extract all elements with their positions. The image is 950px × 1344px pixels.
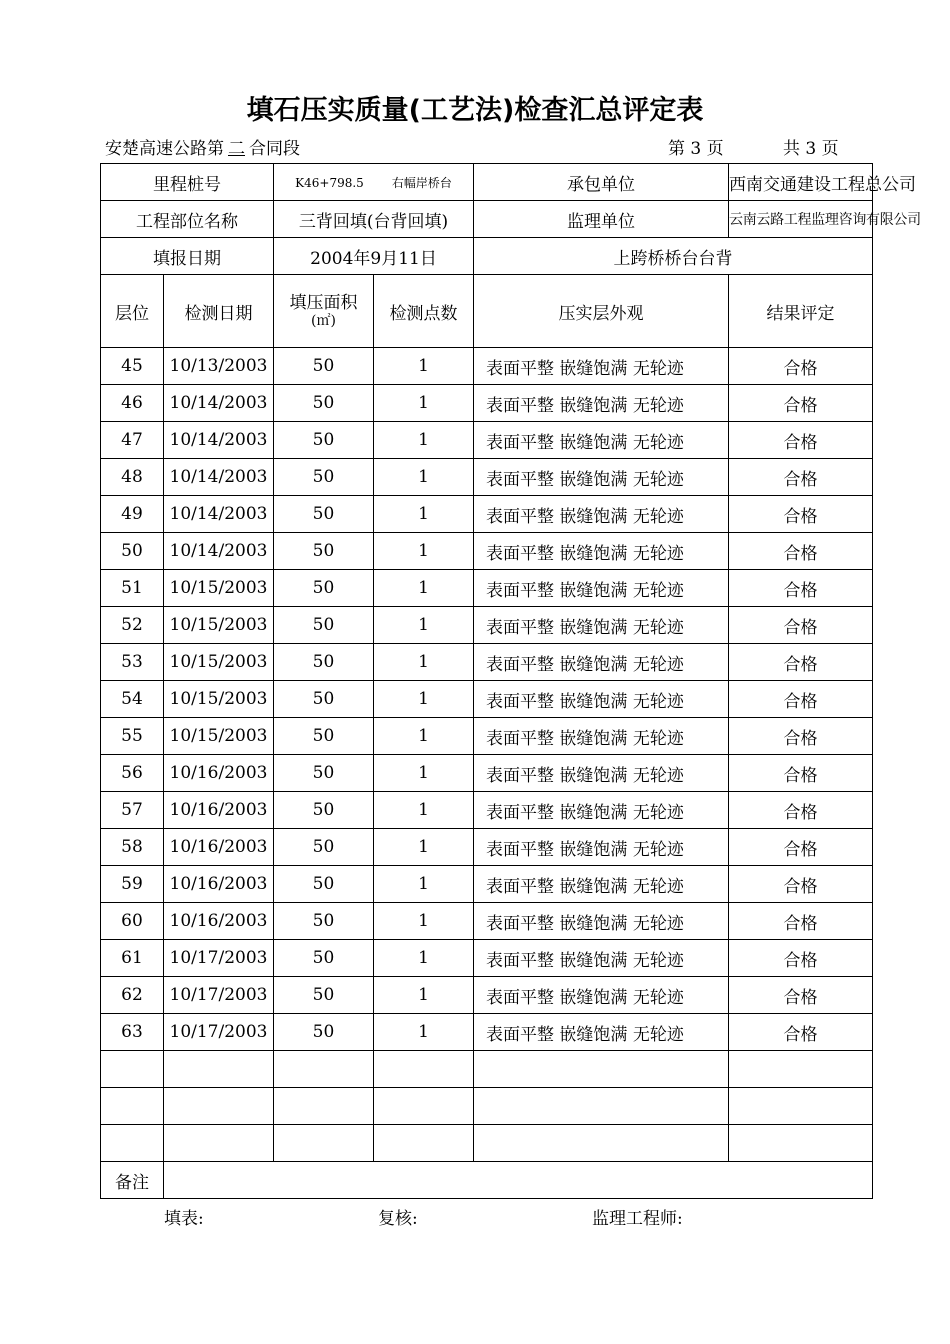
cell-date: 10/16/2003 [164, 903, 274, 940]
contract-section-line [105, 134, 300, 159]
cell-points: 1 [374, 533, 474, 570]
cell-area: 50 [274, 385, 374, 422]
cell-result: 合格 [729, 644, 873, 681]
cell-result: 合格 [729, 496, 873, 533]
table-row [101, 866, 873, 903]
cell-date: 10/13/2003 [164, 348, 274, 385]
station-number: K46+798.5 [295, 175, 364, 190]
empty-cell [101, 1125, 164, 1162]
cell-result: 合格 [729, 755, 873, 792]
cell-points: 1 [374, 940, 474, 977]
cell-layer: 48 [101, 459, 164, 496]
cell-result: 合格 [729, 792, 873, 829]
cell-result: 合格 [729, 607, 873, 644]
cell-layer: 56 [101, 755, 164, 792]
col-result: 结果评定 [729, 275, 873, 348]
cell-appearance: 表面平整 嵌缝饱满 无轮迹 [474, 940, 729, 977]
station-label: 里程桩号 [101, 164, 274, 201]
cell-appearance: 表面平整 嵌缝饱满 无轮迹 [474, 496, 729, 533]
table-row [101, 570, 873, 607]
info-row-station [101, 164, 873, 201]
cell-area: 50 [274, 903, 374, 940]
cell-result: 合格 [729, 940, 873, 977]
station-value [274, 164, 474, 201]
cell-points: 1 [374, 607, 474, 644]
cell-date: 10/16/2003 [164, 792, 274, 829]
cell-points: 1 [374, 718, 474, 755]
cell-date: 10/14/2003 [164, 459, 274, 496]
cell-area: 50 [274, 1014, 374, 1051]
cell-date: 10/15/2003 [164, 681, 274, 718]
cell-date: 10/15/2003 [164, 718, 274, 755]
cell-date: 10/15/2003 [164, 607, 274, 644]
engineer-label: 监理工程师: [592, 1209, 683, 1229]
table-row [101, 607, 873, 644]
cell-layer: 50 [101, 533, 164, 570]
table-row [101, 903, 873, 940]
cell-layer: 53 [101, 644, 164, 681]
cell-area: 50 [274, 718, 374, 755]
cell-layer: 59 [101, 866, 164, 903]
page-number: 第 3 页 [668, 139, 724, 159]
cell-result: 合格 [729, 829, 873, 866]
cell-layer: 55 [101, 718, 164, 755]
cell-date: 10/14/2003 [164, 533, 274, 570]
cell-layer: 54 [101, 681, 164, 718]
cell-appearance: 表面平整 嵌缝饱满 无轮迹 [474, 607, 729, 644]
empty-cell [374, 1088, 474, 1125]
cell-date: 10/16/2003 [164, 755, 274, 792]
cell-appearance: 表面平整 嵌缝饱满 无轮迹 [474, 422, 729, 459]
cell-area: 50 [274, 755, 374, 792]
col-area-unit: (㎡) [311, 313, 336, 329]
table-row [101, 829, 873, 866]
table-row [101, 385, 873, 422]
col-date: 检测日期 [164, 275, 274, 348]
table-row [101, 681, 873, 718]
cell-area: 50 [274, 348, 374, 385]
empty-cell [274, 1125, 374, 1162]
table-row [101, 496, 873, 533]
cell-result: 合格 [729, 903, 873, 940]
table-row [101, 644, 873, 681]
cell-date: 10/17/2003 [164, 977, 274, 1014]
col-appearance: 压实层外观 [474, 275, 729, 348]
cell-result: 合格 [729, 422, 873, 459]
cell-layer: 63 [101, 1014, 164, 1051]
supervisor-label: 监理单位 [474, 201, 729, 238]
empty-cell [164, 1051, 274, 1088]
table-row [101, 755, 873, 792]
cell-result: 合格 [729, 348, 873, 385]
empty-cell [729, 1051, 873, 1088]
location-value: 上跨桥桥台台背 [474, 238, 873, 275]
cell-area: 50 [274, 422, 374, 459]
empty-cell [729, 1088, 873, 1125]
cell-points: 1 [374, 1014, 474, 1051]
cell-appearance: 表面平整 嵌缝饱满 无轮迹 [474, 1014, 729, 1051]
table-row [101, 422, 873, 459]
empty-row [101, 1125, 873, 1162]
empty-cell [474, 1051, 729, 1088]
cell-appearance: 表面平整 嵌缝饱满 无轮迹 [474, 903, 729, 940]
date-label: 填报日期 [101, 238, 274, 275]
col-area [274, 275, 374, 348]
station-side: 右幅岸桥台 [391, 175, 452, 190]
empty-cell [374, 1051, 474, 1088]
cell-layer: 49 [101, 496, 164, 533]
cell-points: 1 [374, 829, 474, 866]
cell-date: 10/17/2003 [164, 940, 274, 977]
cell-date: 10/15/2003 [164, 570, 274, 607]
cell-area: 50 [274, 940, 374, 977]
contract-suffix: 合同段 [249, 139, 300, 159]
table-row [101, 533, 873, 570]
table-row [101, 718, 873, 755]
cell-result: 合格 [729, 866, 873, 903]
empty-row [101, 1088, 873, 1125]
col-layer: 层位 [101, 275, 164, 348]
supervisor-value: 云南云路工程监理咨询有限公司 [729, 201, 873, 238]
remarks-row [101, 1162, 873, 1199]
cell-area: 50 [274, 644, 374, 681]
cell-area: 50 [274, 681, 374, 718]
empty-row [101, 1051, 873, 1088]
cell-points: 1 [374, 570, 474, 607]
empty-cell [474, 1125, 729, 1162]
filler-label: 填表: [164, 1209, 204, 1229]
cell-area: 50 [274, 570, 374, 607]
page-total: 共 3 页 [783, 139, 839, 159]
cell-result: 合格 [729, 570, 873, 607]
cell-points: 1 [374, 866, 474, 903]
empty-cell [101, 1051, 164, 1088]
cell-result: 合格 [729, 977, 873, 1014]
info-row-part [101, 201, 873, 238]
table-row [101, 1014, 873, 1051]
empty-cell [274, 1051, 374, 1088]
cell-area: 50 [274, 496, 374, 533]
cell-date: 10/17/2003 [164, 1014, 274, 1051]
page-title: 填石压实质量(工艺法)检查汇总评定表 [246, 95, 704, 126]
cell-date: 10/16/2003 [164, 866, 274, 903]
date-value: 2004年9月11日 [274, 238, 474, 275]
cell-date: 10/16/2003 [164, 829, 274, 866]
empty-cell [474, 1088, 729, 1125]
table-row [101, 940, 873, 977]
cell-layer: 57 [101, 792, 164, 829]
cell-layer: 52 [101, 607, 164, 644]
cell-area: 50 [274, 866, 374, 903]
cell-points: 1 [374, 755, 474, 792]
empty-cell [101, 1088, 164, 1125]
cell-area: 50 [274, 533, 374, 570]
cell-appearance: 表面平整 嵌缝饱满 无轮迹 [474, 792, 729, 829]
cell-appearance: 表面平整 嵌缝饱满 无轮迹 [474, 718, 729, 755]
contractor-label: 承包单位 [474, 164, 729, 201]
empty-cell [374, 1125, 474, 1162]
cell-layer: 51 [101, 570, 164, 607]
cell-points: 1 [374, 644, 474, 681]
cell-layer: 60 [101, 903, 164, 940]
reviewer-label: 复核: [378, 1209, 418, 1229]
cell-layer: 61 [101, 940, 164, 977]
cell-appearance: 表面平整 嵌缝饱满 无轮迹 [474, 385, 729, 422]
col-points: 检测点数 [374, 275, 474, 348]
cell-points: 1 [374, 459, 474, 496]
remarks-label: 备注 [101, 1162, 164, 1199]
cell-layer: 45 [101, 348, 164, 385]
contract-prefix: 安楚高速公路第 [105, 139, 224, 159]
cell-area: 50 [274, 829, 374, 866]
cell-result: 合格 [729, 385, 873, 422]
col-area-label: 填压面积 [289, 293, 358, 313]
table-row [101, 459, 873, 496]
empty-cell [729, 1125, 873, 1162]
cell-date: 10/14/2003 [164, 496, 274, 533]
table-row [101, 348, 873, 385]
cell-appearance: 表面平整 嵌缝饱满 无轮迹 [474, 866, 729, 903]
cell-points: 1 [374, 385, 474, 422]
cell-layer: 46 [101, 385, 164, 422]
cell-appearance: 表面平整 嵌缝饱满 无轮迹 [474, 977, 729, 1014]
cell-appearance: 表面平整 嵌缝饱满 无轮迹 [474, 459, 729, 496]
table-row [101, 792, 873, 829]
cell-result: 合格 [729, 1014, 873, 1051]
cell-area: 50 [274, 977, 374, 1014]
cell-appearance: 表面平整 嵌缝饱满 无轮迹 [474, 533, 729, 570]
inspection-table [100, 163, 921, 1199]
cell-appearance: 表面平整 嵌缝饱满 无轮迹 [474, 829, 729, 866]
cell-area: 50 [274, 459, 374, 496]
cell-result: 合格 [729, 681, 873, 718]
contractor-value: 西南交通建设工程总公司 [729, 164, 873, 201]
cell-points: 1 [374, 496, 474, 533]
cell-appearance: 表面平整 嵌缝饱满 无轮迹 [474, 570, 729, 607]
table-row [101, 977, 873, 1014]
empty-cell [164, 1125, 274, 1162]
part-label: 工程部位名称 [101, 201, 274, 238]
cell-points: 1 [374, 422, 474, 459]
empty-cell [274, 1088, 374, 1125]
contract-section-number: 二 [228, 139, 245, 159]
empty-cell [164, 1088, 274, 1125]
column-header-row [101, 275, 873, 348]
cell-points: 1 [374, 348, 474, 385]
cell-result: 合格 [729, 718, 873, 755]
cell-appearance: 表面平整 嵌缝饱满 无轮迹 [474, 681, 729, 718]
remarks-value [164, 1162, 873, 1199]
cell-points: 1 [374, 903, 474, 940]
cell-date: 10/14/2003 [164, 422, 274, 459]
cell-date: 10/14/2003 [164, 385, 274, 422]
cell-points: 1 [374, 792, 474, 829]
cell-area: 50 [274, 607, 374, 644]
cell-points: 1 [374, 977, 474, 1014]
cell-appearance: 表面平整 嵌缝饱满 无轮迹 [474, 644, 729, 681]
cell-area: 50 [274, 792, 374, 829]
cell-layer: 47 [101, 422, 164, 459]
cell-appearance: 表面平整 嵌缝饱满 无轮迹 [474, 348, 729, 385]
cell-date: 10/15/2003 [164, 644, 274, 681]
cell-result: 合格 [729, 533, 873, 570]
cell-layer: 62 [101, 977, 164, 1014]
info-row-date [101, 238, 873, 275]
cell-result: 合格 [729, 459, 873, 496]
part-value: 三背回填(台背回填) [274, 201, 474, 238]
cell-points: 1 [374, 681, 474, 718]
cell-appearance: 表面平整 嵌缝饱满 无轮迹 [474, 755, 729, 792]
cell-layer: 58 [101, 829, 164, 866]
